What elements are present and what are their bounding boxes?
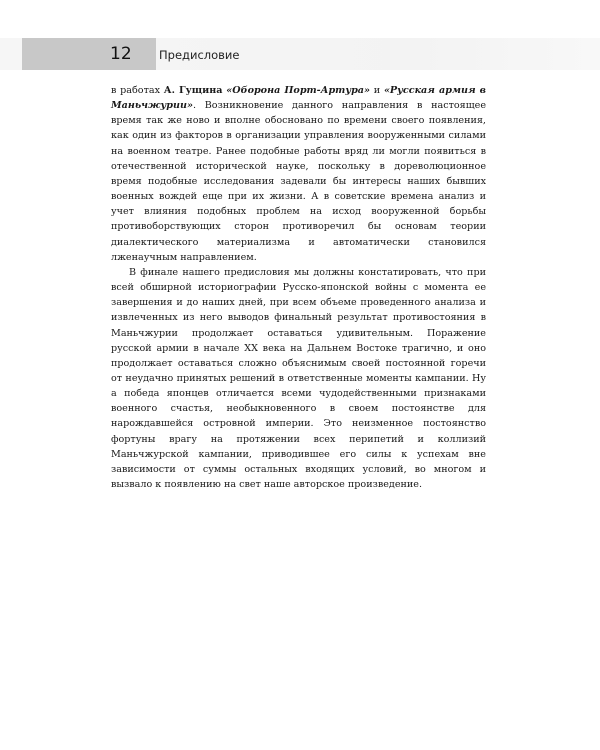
conjunction-text: и bbox=[370, 85, 384, 96]
author-name: А. Гущина bbox=[163, 85, 223, 96]
paragraph-1-lead: в работах bbox=[111, 85, 164, 96]
page-number: 12 bbox=[110, 44, 132, 64]
page-number-box bbox=[22, 38, 156, 70]
paragraph-1-body: . Возникновение данного направления в настоящее время так же ново и вполне обосновано по времени своего появления, как один из факторов в организации управления вооруженными силами на военном театре. Ранее подобные работы вряд ли могли появиться в отечественной исторической науке, поскольку в дореволюционное время подобные исследования задевали бы интересы наших бывших военных вождей еще при их жизни. А в советские времена анализ и учет влияния подобных проблем на исход вооруженной борьбы противоборствующих сторон противоречил бы основам теории диалектического материализма и автоматически становился лженаучным направлением. bbox=[111, 100, 486, 263]
running-header-title: Предисловие bbox=[159, 48, 240, 62]
body-text bbox=[111, 83, 486, 492]
work-title-1: «Оборона Порт-Артура» bbox=[226, 85, 370, 96]
paragraph-1 bbox=[111, 83, 486, 265]
work-title-2: «Русская армия в Маньчжурии» bbox=[111, 85, 486, 112]
paragraph-2: В финале нашего предисловия мы должны констатировать, что при всей обширной историографии Русско-японской войны с момента ее завершения и до наших дней, при всем объеме проведенного анализа и извлеченных из него выводов финальный результат противостояния в Маньчжурии продолжает оставаться удивительным. Поражение русской армии в начале XX века на Дальнем Востоке трагично, и оно продолжает оставаться сложно объяснимым своей постоянной горечи от неудачно принятых решений в ответственные моменты кампании. Ну а победа японцев отличается всеми чудодейственными признаками военного счастья, необыкновенного в своем постоянстве для нарождавшейся островной империи. Это неизменное постоянство фортуны врагу на протяжении всех перипетий и коллизий Маньчжурской кампании, приводившее его силы к успехам вне зависимости от суммы остальных входящих условий, во многом и вызвало к появлению на свет наше авторское произведение. bbox=[111, 266, 486, 491]
